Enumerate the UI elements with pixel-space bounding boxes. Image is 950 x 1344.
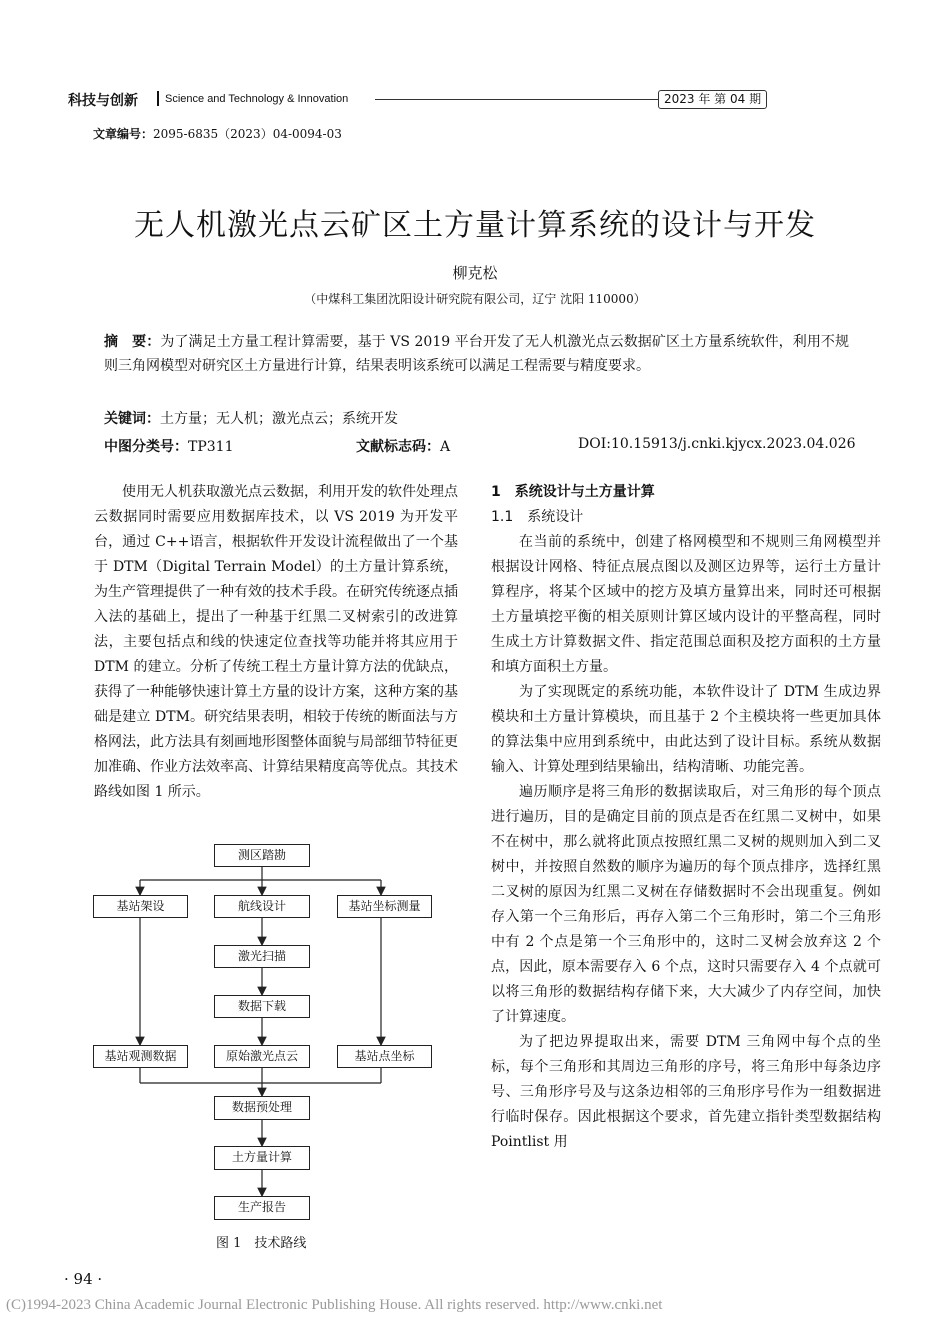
keywords-label: 关键词： [104, 411, 160, 427]
flow-node-earthwork-calc: 土方量计算 [214, 1146, 310, 1170]
body-paragraph: 在当前的系统中，创建了格网模型和不规则三角网模型并根据设计网格、特征点展点图以及测区边界等，运行土方量计算程序，将某个区域中的挖方及填方量算出来，同时还可根据土方量填挖平衡的相关原则计算区域内设计的平整高程，同时生成土方计算数据文件、指定范围总面积及挖方面积的土方量和填方面积土方量。 [491, 534, 881, 675]
flow-node-survey: 测区踏勘 [214, 844, 310, 867]
abstract-label: 摘 要： [104, 334, 161, 350]
document-code-label: 文献标志码： [356, 439, 440, 455]
flow-node-laser-scan: 激光扫描 [214, 945, 310, 968]
body-paragraph: 为了实现既定的系统功能，本软件设计了 DTM 生成边界模块和土方量计算模块，而且基于 2 个主模块将一些更加具体的算法集中应用到系统中，由此达到了设计目标。系统从数据输入、计算处理到结果输出，结构清晰、功能完善。 [491, 684, 881, 775]
doi: DOI:10.15913/j.cnki.kjycx.2023.04.026 [578, 436, 856, 452]
body-paragraph: 使用无人机获取激光点云数据，利用开发的软件处理点云数据同时需要应用数据库技术，以 VS 2019 为开发平台，通过 C++语言，根据软件开发设计流程做出了一个基于 DTM（Digital Terrain Model）的土方量计算系统，为生产管理提供了一种有效的技术手段。在研究传统逐点插入法的基础上，提出了一种基于红黑二叉树索引的改进算法，主要包括点和线的快速定位查找等功能并将其应用于 DTM 的建立。分析了传统工程土方量计算方法的优缺点，获得了一种能够快速计算土方量的设计方案，这种方案的基础是建立 DTM。研究结果表明，相较于传统的断面法与方格网法，此方法具有刻画地形图整体面貌与局部细节特征更加准确、作业方法效率高、计算结果精度高等优点。其技术路线如图 1 所示。 [94, 484, 458, 800]
figure-caption: 图 1 技术路线 [216, 1236, 307, 1251]
right-column [491, 480, 881, 1155]
document-code-value: A [440, 439, 451, 455]
abstract-text: 为了满足土方量工程计算需要，基于 VS 2019 平台开发了无人机激光点云数据矿区土方量系统软件，利用不规则三角网模型对研究区土方量进行计算，结果表明该系统可以满足工程需要与精度要求。 [104, 334, 850, 374]
author: 柳克松 [452, 264, 498, 282]
body-paragraph: 遍历顺序是将三角形的数据读取后，对三角形的每个顶点进行遍历，目的是确定目前的顶点是否在红黑二叉树中，如果不在树中，那么就将此顶点按照红黑二叉树的规则加入到二叉树中，并按照自然数的顺序为遍历的每个顶点排序，选择红黑二叉树的原因为红黑二叉树在存储数据时不会出现重复。例如存入第一个三角形后，再存入第二个三角形时，第二个三角形中有 2 个点是第一个三角形中的，这时二叉树会放弃这 2 个点，因此，原本需要存入 6 个点，这时只需要存入 4 个点就可以将三角形的数据结构存储下来，大大减少了内存空间，加快了计算速度。 [491, 784, 881, 1025]
paper-title: 无人机激光点云矿区土方量计算系统的设计与开发 [134, 208, 816, 243]
flow-node-preprocess: 数据预处理 [214, 1096, 310, 1120]
flow-node-route-design: 航线设计 [214, 895, 310, 918]
flow-node-base-coord-survey: 基站坐标测量 [337, 895, 432, 918]
body-paragraph: 为了把边界提取出来，需要 DTM 三角网中每个点的坐标，每个三角形和其周边三角形的序号，将三角形中每条边序号、三角形序号及与这条边相邻的三角形序号作为一组数据进行临时保存。因此根据这个要求，首先建立指针类型数据结构 Pointlist 用 [491, 1034, 881, 1150]
classification-label: 中图分类号： [104, 439, 188, 455]
article-number-value: 2095-6835（2023）04-0094-03 [153, 127, 342, 141]
keywords-text: 土方量；无人机；激光点云；系统开发 [160, 411, 398, 427]
article-number-label: 文章编号： [93, 127, 154, 141]
subsection-heading: 1.1 系统设计 [491, 509, 584, 525]
flow-node-report: 生产报告 [214, 1196, 310, 1220]
issue-badge: 2023 年 第 04 期 [658, 90, 767, 109]
page-number: · 94 · [64, 1270, 103, 1288]
flow-node-base-obs-data: 基站观测数据 [93, 1045, 188, 1068]
journal-name: 科技与创新 [68, 93, 138, 109]
flow-node-base-coord: 基站点坐标 [337, 1045, 432, 1068]
flow-node-base-setup: 基站架设 [93, 895, 188, 918]
classification-value: TP311 [188, 439, 234, 455]
affiliation: （中煤科工集团沈阳设计研究院有限公司，辽宁 沈阳 110000） [304, 292, 646, 306]
section-heading: 1 系统设计与土方量计算 [491, 484, 655, 500]
flow-node-raw-point-cloud: 原始激光点云 [214, 1045, 310, 1068]
copyright-footer: (C)1994-2023 China Academic Journal Electronic Publishing House. All rights reserved. http://www.cnki.net [6, 1297, 663, 1313]
flow-node-data-download: 数据下载 [214, 995, 310, 1018]
journal-name-english: Science and Technology & Innovation [165, 93, 349, 105]
